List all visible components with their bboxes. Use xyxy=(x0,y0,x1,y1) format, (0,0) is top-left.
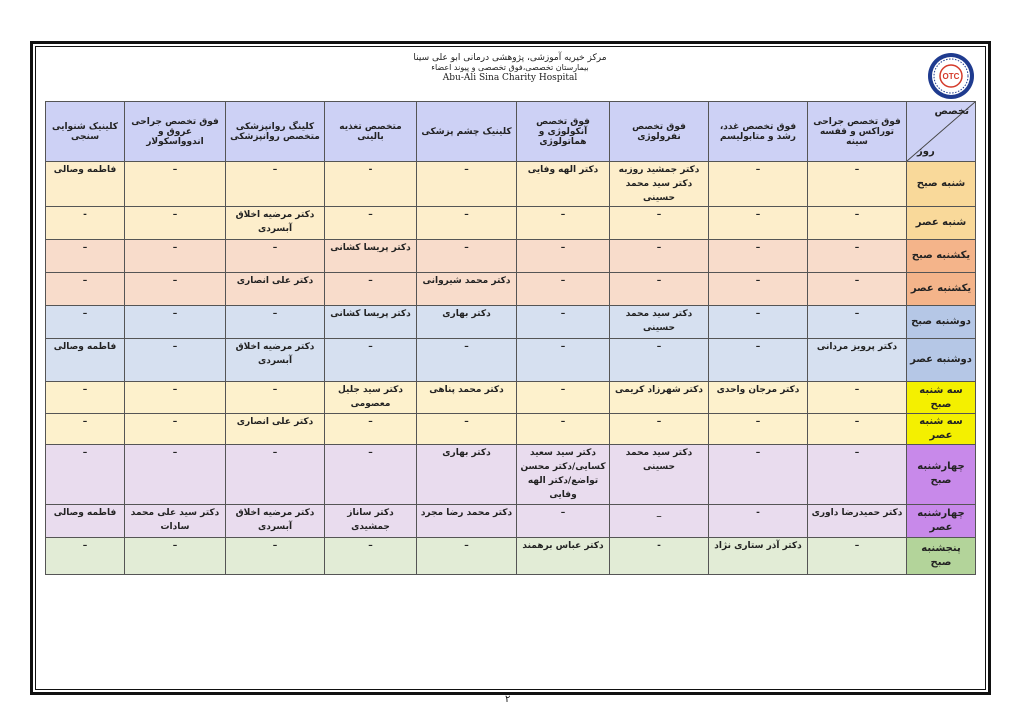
schedule-cell: – xyxy=(125,207,226,240)
schedule-cell: _ xyxy=(610,504,709,537)
schedule-cell: فاطمه وصالی xyxy=(46,504,125,537)
header-line-2: بیمارستان تخصصی،فوق تخصصی و پیوند اعضاء xyxy=(431,63,589,72)
schedule-cell: – xyxy=(808,445,907,504)
schedule-cell: – xyxy=(417,338,517,381)
schedule-cell: – xyxy=(610,207,709,240)
schedule-cell: – xyxy=(125,537,226,574)
schedule-cell: – xyxy=(226,240,325,272)
schedule-cell: دکتر مرجان واحدی xyxy=(709,382,808,414)
table-header-row xyxy=(46,102,976,162)
schedule-cell: – xyxy=(709,207,808,240)
table-row xyxy=(46,414,976,445)
day-cell: شنبه عصر xyxy=(907,207,976,240)
schedule-cell: دکتر علی انصاری xyxy=(226,272,325,305)
schedule-cell: – xyxy=(709,305,808,338)
schedule-cell: – xyxy=(325,338,417,381)
hospital-logo xyxy=(927,52,975,100)
logo-text: OTC xyxy=(942,72,960,81)
schedule-cell: – xyxy=(709,445,808,504)
schedule-cell: – xyxy=(46,305,125,338)
schedule-cell: فاطمه وصالی xyxy=(46,338,125,381)
schedule-cell: دکتر عباس برهمند xyxy=(517,537,610,574)
table-row xyxy=(46,240,976,272)
day-cell: سه شنبه صبح xyxy=(907,382,976,414)
schedule-cell: – xyxy=(46,537,125,574)
schedule-cell: – xyxy=(709,338,808,381)
schedule-cell: دکتر بهاری xyxy=(417,445,517,504)
schedule-cell: – xyxy=(325,207,417,240)
column-header: فوق تخصص جراحی توراکس و قفسه سینه xyxy=(808,102,907,162)
schedule-cell: - xyxy=(46,207,125,240)
schedule-cell: دکتر جمشید روزبه دکتر سید محمد حسینی xyxy=(610,162,709,207)
column-header: فوق تخصص جراحی عروق و اندوواسکولار xyxy=(125,102,226,162)
clinic-schedule-table xyxy=(45,101,976,575)
schedule-cell: دکتر الهه وفایی xyxy=(517,162,610,207)
day-cell: شنبه صبح xyxy=(907,162,976,207)
schedule-cell: – xyxy=(709,162,808,207)
column-header: متخصص تغذیه بالینی xyxy=(325,102,417,162)
schedule-cell: – xyxy=(417,207,517,240)
schedule-cell: دکتر مرضیه اخلاق آبسردی xyxy=(226,504,325,537)
schedule-cell: – xyxy=(517,338,610,381)
schedule-cell: – xyxy=(808,240,907,272)
schedule-cell: – xyxy=(325,272,417,305)
schedule-cell: دکتر سید محمد حسینی xyxy=(610,445,709,504)
schedule-cell: دکتر پریسا کشانی xyxy=(325,240,417,272)
schedule-cell: – xyxy=(125,445,226,504)
schedule-cell: – xyxy=(808,305,907,338)
corner-label-day: روز xyxy=(917,146,935,157)
schedule-cell: – xyxy=(709,240,808,272)
schedule-cell: - xyxy=(709,504,808,537)
schedule-cell: – xyxy=(517,272,610,305)
day-cell: دوشنبه عصر xyxy=(907,338,976,381)
table-row xyxy=(46,537,976,574)
schedule-cell: – xyxy=(46,382,125,414)
schedule-cell: – xyxy=(517,414,610,445)
page-number: ۲ xyxy=(505,694,511,705)
schedule-cell: دکتر پریسا کشانی xyxy=(325,305,417,338)
schedule-cell: – xyxy=(610,272,709,305)
schedule-cell: – xyxy=(125,305,226,338)
schedule-cell: – xyxy=(808,162,907,207)
schedule-cell: – xyxy=(125,414,226,445)
schedule-cell: – xyxy=(46,414,125,445)
header-line-1: مرکز خیریه آموزشی، پژوهشی درمانی ابو علی سینا xyxy=(413,53,607,63)
schedule-cell: دکتر محمد پناهی xyxy=(417,382,517,414)
document-header xyxy=(380,53,640,83)
schedule-cell: – xyxy=(517,207,610,240)
table-row xyxy=(46,445,976,504)
schedule-cell: – xyxy=(417,162,517,207)
schedule-cell: – xyxy=(517,382,610,414)
column-header: کلینگ روانپزشکی متخصص روانپزشکی xyxy=(226,102,325,162)
schedule-cell: – xyxy=(125,240,226,272)
column-header: فوق تخصص غدد، رشد و متابولیسم xyxy=(709,102,808,162)
schedule-cell: دکتر مرضیه اخلاق آبسردی xyxy=(226,338,325,381)
day-cell: دوشنبه صبح xyxy=(907,305,976,338)
schedule-cell: - xyxy=(325,162,417,207)
schedule-cell: – xyxy=(610,414,709,445)
schedule-cell: – xyxy=(808,537,907,574)
schedule-cell: – xyxy=(808,382,907,414)
schedule-cell: دکتر محمد شیروانی xyxy=(417,272,517,305)
schedule-cell: دکتر سید سعید کسایی/دکتر محسن تواضع/دکتر الهه وفایی xyxy=(517,445,610,504)
schedule-cell: دکتر محمد رضا مجرد xyxy=(417,504,517,537)
schedule-cell: – xyxy=(517,504,610,537)
schedule-cell: – xyxy=(808,414,907,445)
schedule-cell: – xyxy=(808,272,907,305)
column-header: فوق تخصص نفرولوژی xyxy=(610,102,709,162)
schedule-cell: – xyxy=(325,445,417,504)
schedule-cell: – xyxy=(125,382,226,414)
schedule-cell: – xyxy=(46,240,125,272)
schedule-cell: – xyxy=(709,414,808,445)
schedule-cell: دکتر بهاری xyxy=(417,305,517,338)
schedule-cell: دکتر سید جلیل معصومی xyxy=(325,382,417,414)
schedule-cell: فاطمه وصالی xyxy=(46,162,125,207)
schedule-cell: دکتر حمیدرضا داوری xyxy=(808,504,907,537)
schedule-cell: – xyxy=(125,272,226,305)
schedule-cell: - xyxy=(610,537,709,574)
table-row xyxy=(46,382,976,414)
table-row xyxy=(46,338,976,381)
schedule-cell: – xyxy=(517,305,610,338)
schedule-cell: دکتر سید علی محمد سادات xyxy=(125,504,226,537)
schedule-cell: – xyxy=(226,445,325,504)
schedule-cell: – xyxy=(808,207,907,240)
day-cell: یکشنبه صبح xyxy=(907,240,976,272)
column-header: کلینیک شنوایی سنجی xyxy=(46,102,125,162)
schedule-cell: – xyxy=(417,537,517,574)
schedule-cell: – xyxy=(325,537,417,574)
schedule-cell: – xyxy=(610,240,709,272)
day-cell: چهارشنبه عصر xyxy=(907,504,976,537)
schedule-cell: – xyxy=(46,272,125,305)
schedule-cell: – xyxy=(325,414,417,445)
schedule-cell: دکتر آذر ستاری نژاد xyxy=(709,537,808,574)
column-header: فوق تخصص آنکولوژی و هماتولوژی xyxy=(517,102,610,162)
table-row xyxy=(46,504,976,537)
day-cell: سه شنبه عصر xyxy=(907,414,976,445)
schedule-cell: – xyxy=(46,445,125,504)
schedule-cell: – xyxy=(709,272,808,305)
schedule-cell: دکتر علی انصاری xyxy=(226,414,325,445)
schedule-cell: دکتر سید محمد حسینی xyxy=(610,305,709,338)
day-cell: پنجشنبه صبح xyxy=(907,537,976,574)
schedule-cell: – xyxy=(417,240,517,272)
table-row xyxy=(46,207,976,240)
schedule-cell: دکتر شهرزاد کریمی xyxy=(610,382,709,414)
schedule-cell: – xyxy=(226,537,325,574)
schedule-cell: دکتر پرویز مردانی xyxy=(808,338,907,381)
schedule-cell: – xyxy=(125,162,226,207)
schedule-cell: – xyxy=(125,338,226,381)
day-cell: چهارشنبه صبح xyxy=(907,445,976,504)
header-line-3: Abu-Ali Sina Charity Hospital xyxy=(442,73,578,83)
schedule-cell: دکتر مرضیه اخلاق آبسردی xyxy=(226,207,325,240)
table-row xyxy=(46,272,976,305)
schedule-cell: – xyxy=(226,382,325,414)
schedule-cell: – xyxy=(226,305,325,338)
schedule-cell: – xyxy=(226,162,325,207)
table-row xyxy=(46,305,976,338)
schedule-cell: – xyxy=(417,414,517,445)
schedule-cell: دکتر ساناز جمشیدی xyxy=(325,504,417,537)
corner-label-specialty: تخصص xyxy=(934,106,969,117)
schedule-cell: – xyxy=(610,338,709,381)
header-corner-cell xyxy=(907,102,976,162)
day-cell: یکشنبه عصر xyxy=(907,272,976,305)
column-header: کلینیک چشم پزشکی xyxy=(417,102,517,162)
schedule-cell: – xyxy=(517,240,610,272)
table-row xyxy=(46,162,976,207)
